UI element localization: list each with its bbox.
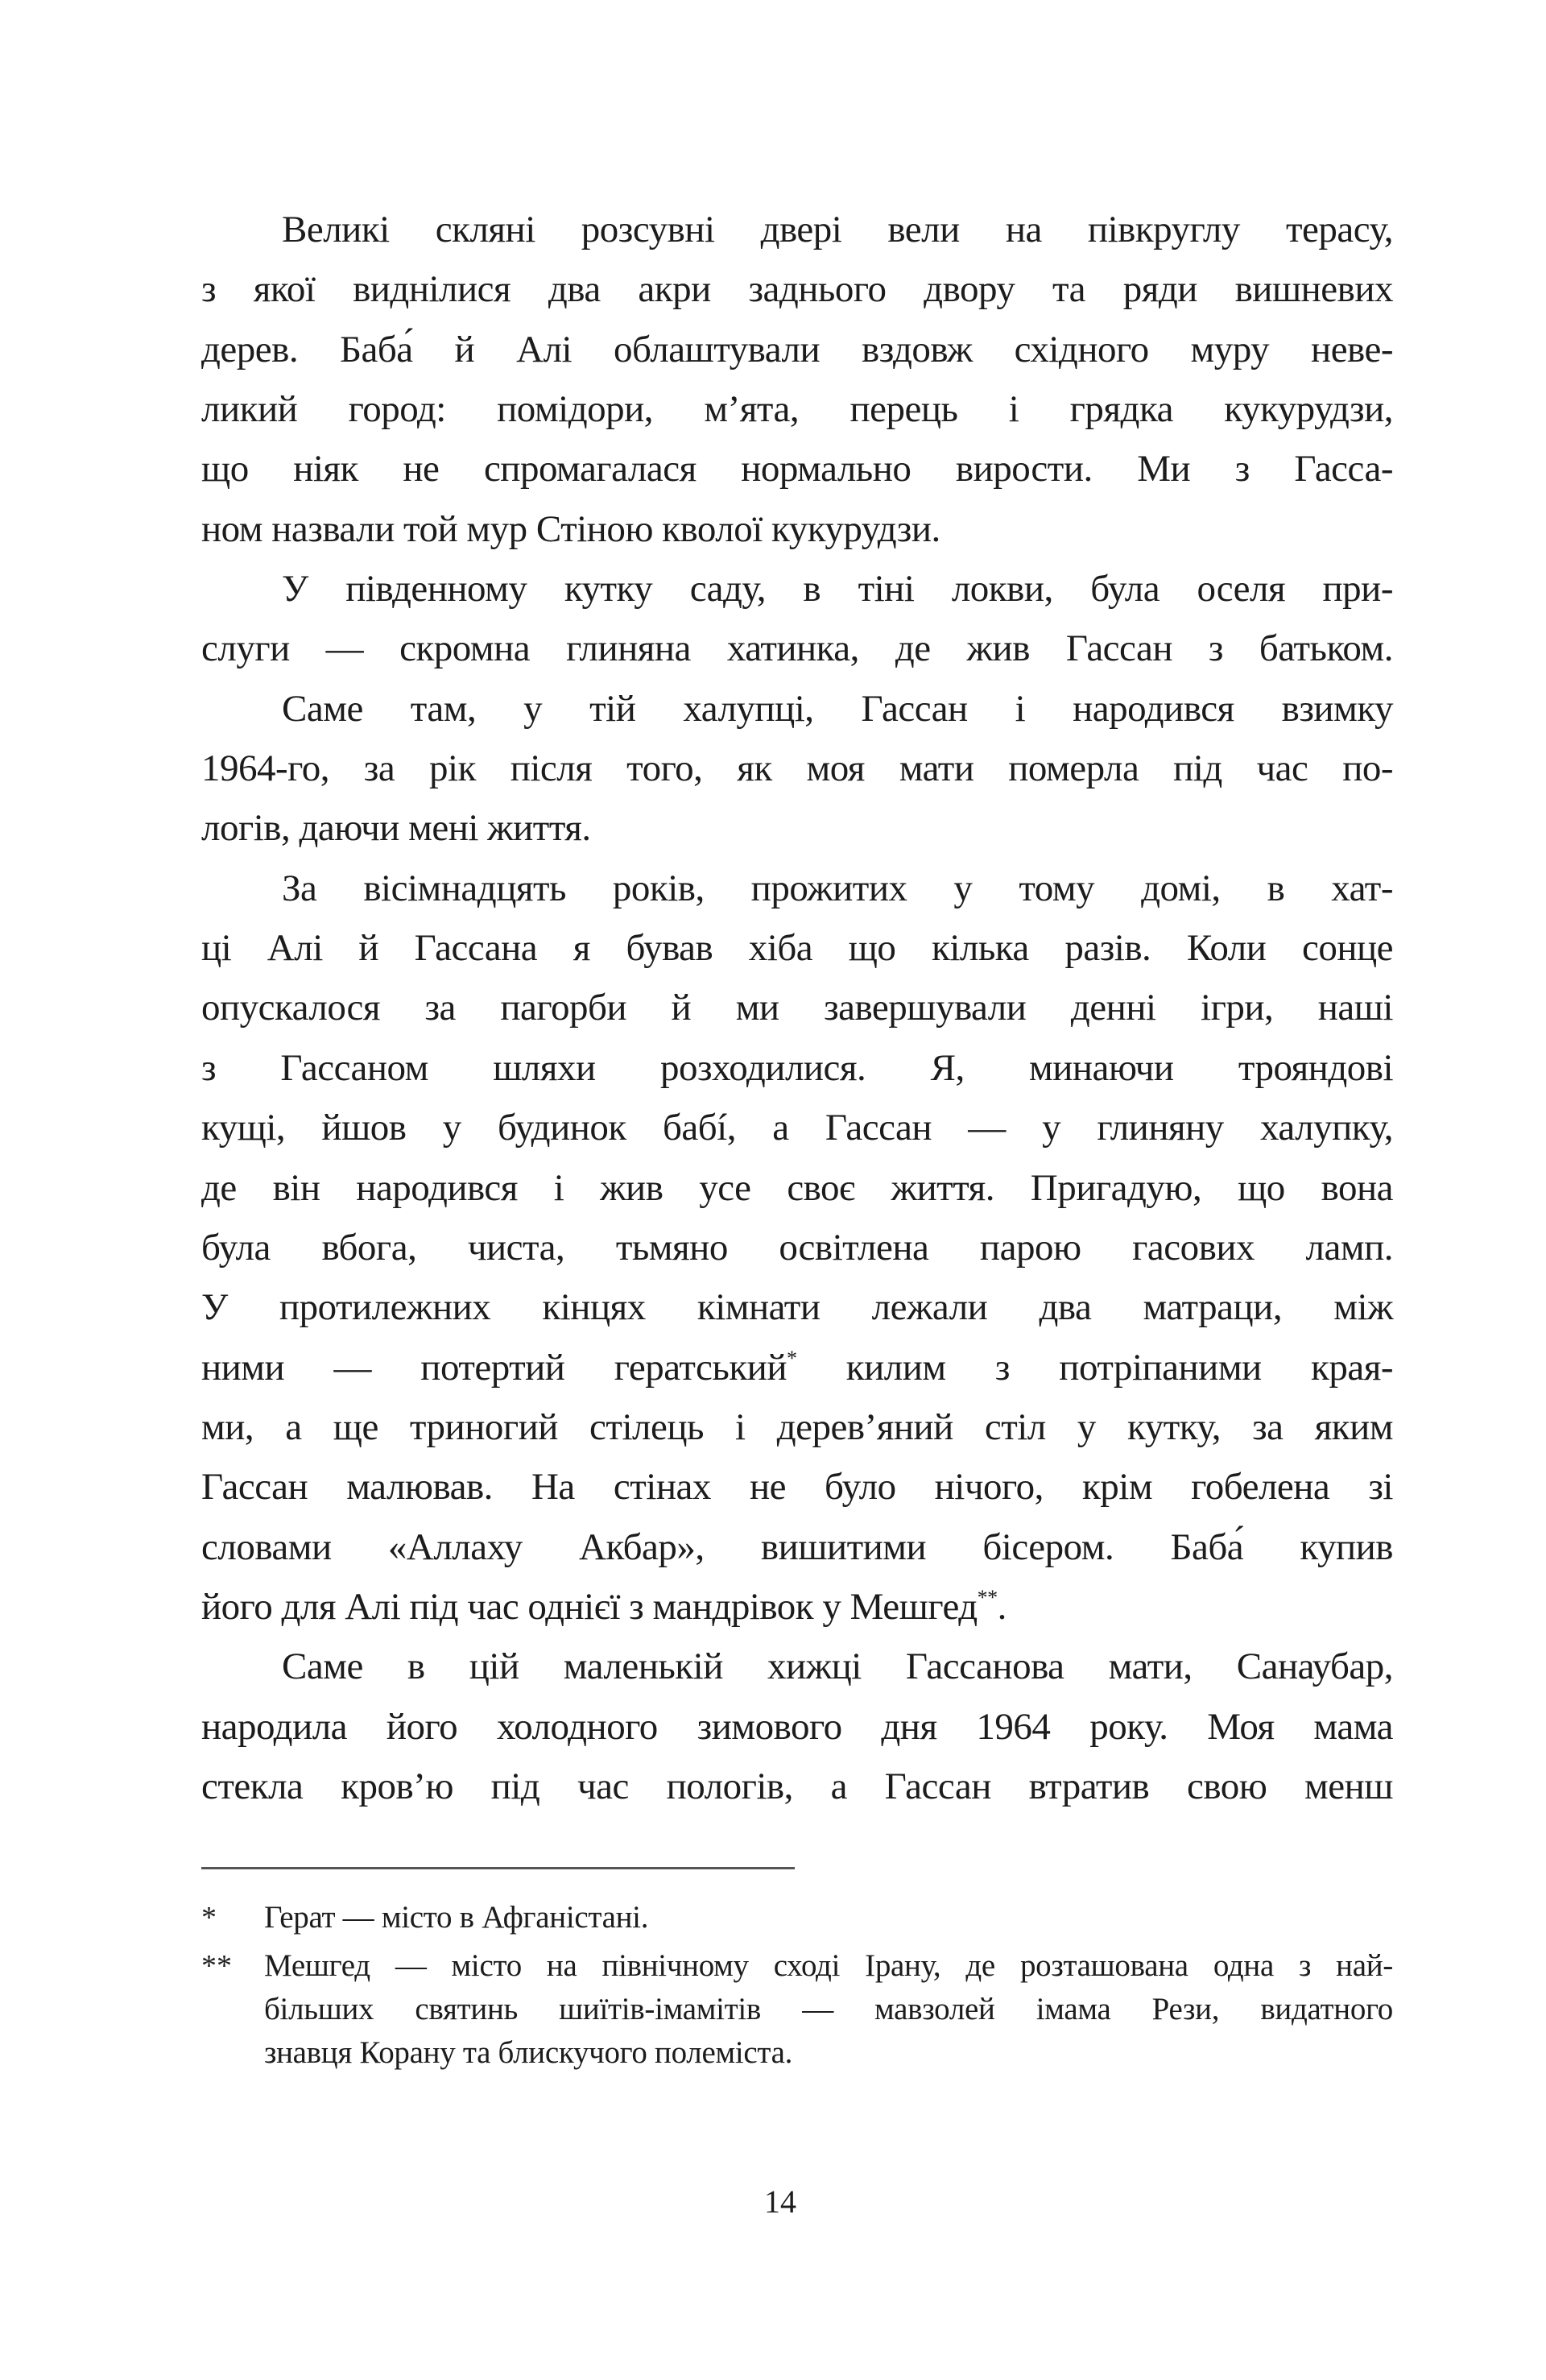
text-segment: ними — потертий гератський <box>201 1346 787 1389</box>
text-line <box>201 1577 1393 1637</box>
text-line: ці Алі й Гассана я бував хіба що кілька разів. Коли сонце <box>201 927 1393 970</box>
text-line: де він народився і жив усе своє життя. Пригадую, що вона <box>201 1166 1393 1209</box>
text-line: кущі, йшов у будинок бабí, а Гассан — у глиняну халупку, <box>201 1107 1393 1149</box>
footnote-line: Герат — місто в Афганістані. <box>264 1900 649 1935</box>
text-line: 1964-го, за рік після того, як моя мати померла під час по- <box>201 747 1393 790</box>
text-line: У південному кутку саду, в тіні локви, була оселя при- <box>282 568 1393 611</box>
text-line: Саме там, у тій халупці, Гассан і народився взимку <box>282 687 1393 730</box>
text-line: з якої виднілися два акри заднього двору та ряди вишневих <box>201 268 1393 311</box>
footnote-line: знавця Корану та блискучого полеміста. <box>264 2035 793 2070</box>
text-line: народила його холодного зимового дня 1964 року. Моя мама <box>201 1705 1393 1748</box>
footnote-marker: * <box>201 1901 217 1935</box>
text-line: слуги — скромна глиняна хатинка, де жив Гассан з батьком. <box>201 627 1393 670</box>
text-line <box>201 1338 1393 1397</box>
text-line: ном назвали той мур Стіною кволої кукурудзи. <box>201 507 940 550</box>
text-line: що ніяк не спромагалася нормально вирости. Ми з Гасса- <box>201 448 1393 490</box>
text-line: Саме в цій маленькій хижці Гассанова мати, Санаубар, <box>282 1645 1393 1688</box>
text-segment: . <box>997 1585 1007 1628</box>
paragraph <box>201 679 1393 859</box>
paragraph <box>201 559 1393 679</box>
text-line: У протилежних кінцях кімнати лежали два матраци, між <box>201 1286 1393 1329</box>
paragraph <box>201 200 1393 559</box>
footnote-marker: ** <box>201 1949 232 1983</box>
text-line: опускалося за пагорби й ми завершували денні ігри, наші <box>201 987 1393 1029</box>
text-line: ми, а ще триногий стілець і дерев’яний стіл у кутку, за яким <box>201 1405 1393 1448</box>
text-line: Гассан малював. На стінах не було нічого, крім гобелена зі <box>201 1466 1393 1509</box>
footnote <box>201 1944 1393 2075</box>
text-line: логів, даючи мені життя. <box>201 807 591 850</box>
text-line: Великі скляні розсувні двері вели на півкруглу терасу, <box>282 209 1393 250</box>
text-line: За вісімнадцять років, прожитих у тому домі, в хат- <box>282 867 1393 909</box>
text-line: дерев. Баба́ й Алі облаштували вздовж східного муру неве- <box>201 328 1393 370</box>
footnote-line: більших святинь шиїтів-імамітів — мавзолей імама Рези, видатного <box>264 1992 1393 2026</box>
paragraph <box>201 859 1393 1637</box>
text-line: ликий город: помідори, м’ята, перець і грядка кукурудзи, <box>201 388 1393 431</box>
page-number: 14 <box>764 2183 796 2220</box>
paragraph <box>201 1637 1393 1816</box>
text-line: стекла кров’ю під час пологів, а Гассан втратив свою менш <box>201 1765 1393 1807</box>
footnote <box>201 1896 1393 1939</box>
text-line: була вбога, чиста, тьмяно освітлена парою гасових ламп. <box>201 1226 1393 1269</box>
footnote-reference: ** <box>977 1585 998 1609</box>
body-text <box>201 200 1393 1816</box>
text-segment: його для Алі під час однієї з мандрівок у Мешгед <box>201 1585 978 1628</box>
footnote-line: Мешгед — місто на північному сході Ірану, де розташована одна з най- <box>264 1948 1393 1983</box>
text-line: словами «Аллаху Акбар», вишитими бісером. Баба́ купив <box>201 1525 1393 1568</box>
footnote-divider <box>201 1867 795 1869</box>
footnotes <box>201 1896 1393 2080</box>
text-segment: килим з потріпаними края- <box>796 1346 1393 1389</box>
footnote-reference: * <box>786 1346 797 1370</box>
text-line: з Гассаном шляхи розходилися. Я, минаючи трояндові <box>201 1046 1393 1089</box>
